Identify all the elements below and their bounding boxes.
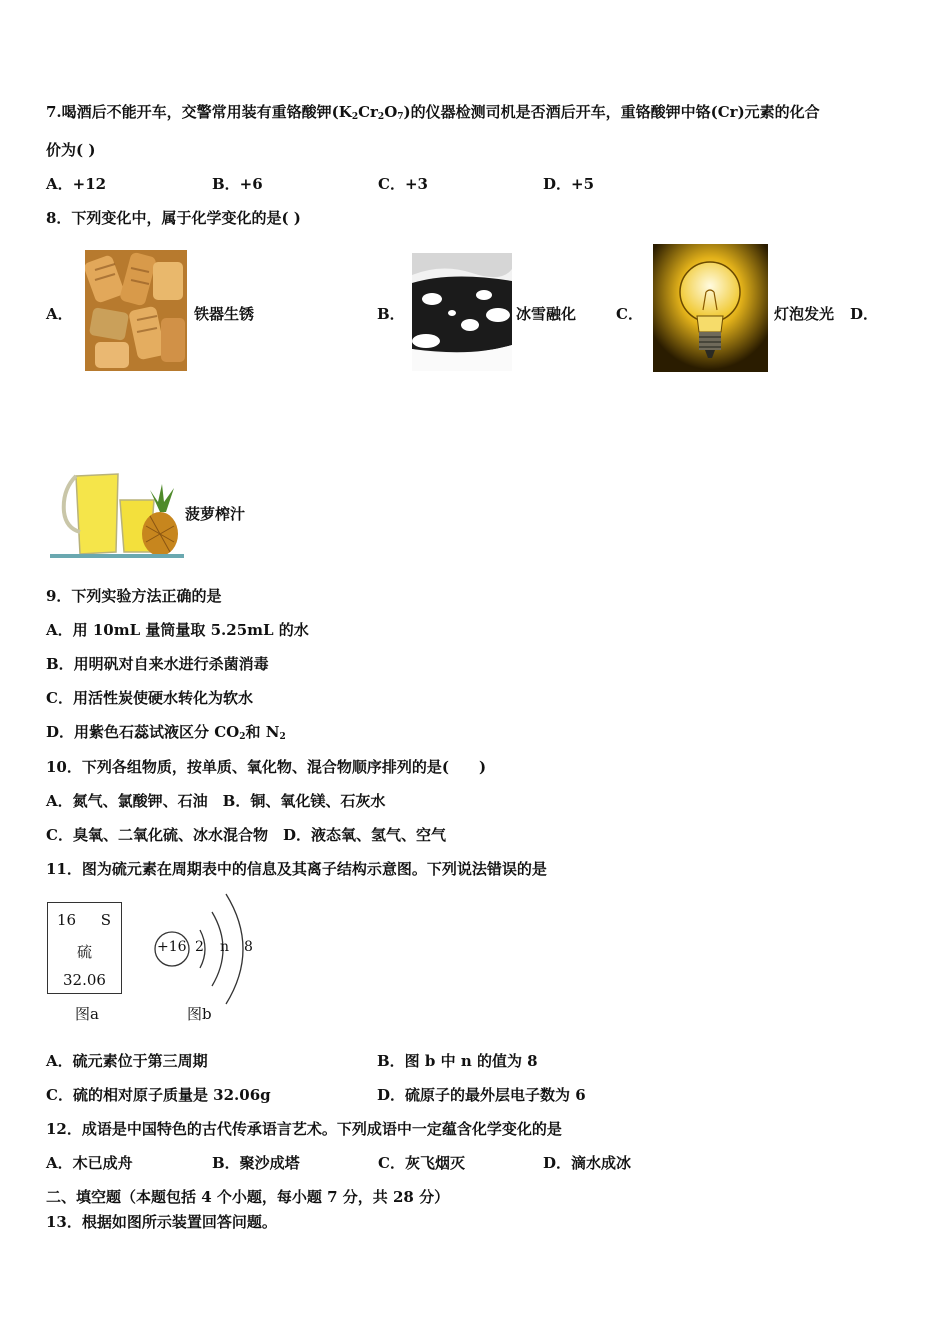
- q12-option-c: C．灰飞烟灭: [378, 1154, 465, 1172]
- atomic-mass: 32.06: [63, 971, 106, 989]
- periodic-table-cell: [47, 902, 122, 994]
- q7-stem: 7.喝酒后不能开车，交警常用装有重铬酸钾$(K_2Cr_2O_7)$的仪器检测司机是否酒后开车，重铬酸钾中铬(Cr)元素的化合: [46, 103, 820, 122]
- q9-option-a: A．用 10mL 量筒量取 5.25mL 的水: [46, 621, 309, 639]
- element-symbol: S: [100, 911, 111, 929]
- q7-option-c: C．+3: [378, 175, 428, 193]
- element-name: 硫: [76, 943, 92, 961]
- q7-option-d: D．+5: [543, 175, 595, 193]
- q8-label-d: D．: [850, 305, 879, 323]
- q8-label-b: B．: [377, 305, 405, 323]
- nucleus-charge: +16: [157, 939, 187, 955]
- q12-stem: 12．成语是中国特色的古代传承语言艺术。下列成语中一定蕴含化学变化的是: [46, 1120, 562, 1138]
- melting-snow-image: [412, 253, 512, 371]
- q13-stem: 13．根据如图所示装置回答问题。: [46, 1213, 277, 1231]
- q10-stem: 10．下列各组物质，按单质、氧化物、混合物顺序排列的是( ): [46, 758, 487, 776]
- q8-caption-a: 铁器生锈: [194, 305, 255, 323]
- q12-option-a: A．木已成舟: [46, 1154, 133, 1172]
- section-2-heading: 二、填空题（本题包括 4 个小题，每小题 7 分，共 28 分）: [46, 1188, 450, 1206]
- q9-option-c: C．用活性炭使硬水转化为软水: [46, 689, 253, 707]
- q9-option-d: D．用紫色石蕊试液区分 $CO_2$和 $N_2$: [46, 723, 286, 742]
- q11-option-a: A．硫元素位于第三周期: [46, 1052, 208, 1070]
- q11-stem: 11．图为硫元素在周期表中的信息及其离子结构示意图。下列说法错误的是: [46, 860, 547, 878]
- q12-option-b: B．聚沙成塔: [212, 1154, 300, 1172]
- q7-option-a: A．+12: [46, 175, 107, 193]
- q7-option-b: B．+6: [212, 175, 263, 193]
- figure-b-label: 图b: [187, 1005, 212, 1023]
- q10-options-ab: A．氮气、氯酸钾、石油 B．铜、氧化镁、石灰水: [46, 792, 386, 810]
- shell-2-electrons: n: [220, 939, 230, 955]
- ion-structure-diagram: [148, 890, 258, 1008]
- q7-number: 7.: [46, 103, 62, 121]
- q8-caption-c: 灯泡发光: [774, 305, 835, 323]
- q10-options-cd: C．臭氧、二氧化硫、冰水混合物 D．液态氧、氢气、空气: [46, 826, 446, 844]
- q8-label-a: A．: [46, 305, 73, 323]
- light-bulb-image: [653, 244, 768, 372]
- q8-caption-d: 菠萝榨汁: [185, 505, 246, 523]
- pineapple-juice-image: [50, 466, 184, 562]
- q9-stem: 9．下列实验方法正确的是: [46, 587, 222, 605]
- q9-option-b: B．用明矾对自来水进行杀菌消毒: [46, 655, 269, 673]
- shell-3-electrons: 8: [244, 939, 253, 955]
- q11-option-b: B．图 b 中 n 的值为 8: [377, 1052, 538, 1070]
- q11-option-d: D．硫原子的最外层电子数为 6: [377, 1086, 586, 1104]
- shell-1-electrons: 2: [195, 939, 204, 955]
- q8-caption-b: 冰雪融化: [516, 305, 577, 323]
- atomic-number: 16: [57, 911, 77, 929]
- q8-stem: 8．下列变化中，属于化学变化的是( ): [46, 209, 301, 227]
- rusty-iron-image: [85, 250, 187, 371]
- q12-option-d: D．滴水成冰: [543, 1154, 632, 1172]
- q11-option-c: C．硫的相对原子质量是 32.06g: [46, 1086, 271, 1104]
- figure-a-label: 图a: [75, 1005, 99, 1023]
- q8-label-c: C．: [616, 305, 643, 323]
- q7-stem-line2: 价为( ): [46, 141, 96, 159]
